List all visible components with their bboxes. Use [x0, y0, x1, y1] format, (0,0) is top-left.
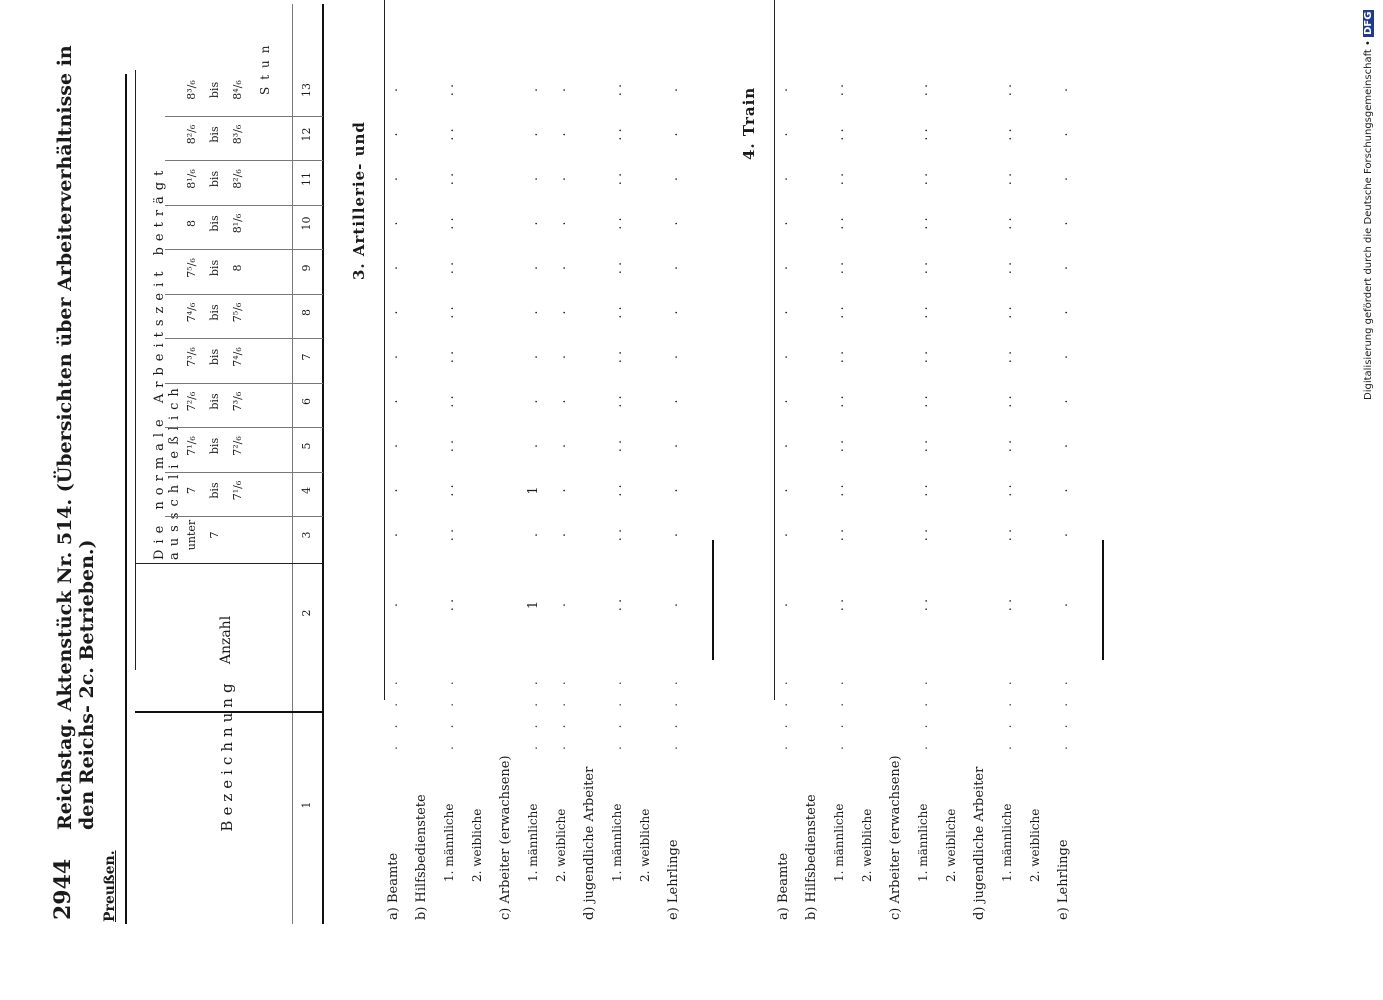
hours-cell: . [554, 399, 569, 404]
section-heading: 4. Train [740, 86, 758, 160]
hours-cell: . [1056, 488, 1071, 493]
hours-cell: . [554, 176, 569, 182]
hours-cell: . [1056, 443, 1071, 449]
hours-cell: . . [610, 484, 625, 497]
hours-cell: . [1056, 310, 1071, 315]
state-label: Preußen. [102, 850, 118, 922]
anzahl-cell: 1 [526, 600, 541, 610]
hours-cell: . [666, 310, 681, 315]
hours-cell: . . [442, 528, 457, 542]
hours-cell: . . [610, 395, 625, 408]
range-to: 8²/₆ [231, 169, 244, 189]
range-bis: bis [208, 215, 221, 232]
anzahl-cell: . [666, 602, 681, 608]
hours-cell: . [776, 265, 791, 271]
hours-cell: . . [1000, 217, 1015, 230]
leader-dots: . . . . [666, 674, 680, 750]
row-label: b) Hilfsbedienstete [414, 794, 429, 920]
row-label: 1. männliche [526, 803, 540, 882]
hours-cell: . . [1000, 172, 1015, 186]
hours-cell: . . [916, 83, 931, 97]
column-number: 9 [300, 264, 313, 272]
col-line [165, 339, 323, 340]
range-to: 7¹/₆ [231, 480, 244, 501]
leader-dots: . . . . [776, 674, 790, 750]
hours-cell: . . [1000, 395, 1015, 408]
anzahl-cell: . [1056, 602, 1071, 608]
hours-cell: . [666, 87, 681, 93]
range-to: 8³/₆ [231, 124, 244, 145]
hours-cell: . [386, 87, 401, 93]
hours-cell: . [554, 221, 569, 226]
hours-cell: . [386, 488, 401, 493]
anzahl-cell: . [386, 602, 401, 608]
hours-cell: . [776, 310, 791, 315]
row-label: a) Beamte [776, 852, 791, 920]
leader-dots: . . . . [1056, 674, 1070, 750]
hours-cell: . . [1000, 306, 1015, 319]
col-line [165, 517, 323, 518]
hours-col-header [180, 154, 249, 204]
hours-cell: . [386, 532, 401, 538]
hours-cell: . [526, 399, 541, 404]
hours-cell: . [1056, 132, 1071, 137]
hours-cell: . . [610, 306, 625, 319]
range-bis: bis [208, 304, 221, 321]
hours-col-header [180, 243, 249, 293]
hours-cell: . . [442, 484, 457, 497]
hours-cell: . [526, 221, 541, 226]
row-label: 1. männliche [610, 803, 624, 882]
hours-cell: . [666, 399, 681, 404]
row-label: 1. männliche [1000, 803, 1014, 882]
col-line [165, 383, 323, 384]
hours-cell: . . [442, 217, 457, 230]
row-label: 1. männliche [916, 803, 930, 882]
hours-col-header [180, 199, 249, 249]
hours-cell: . . [442, 261, 457, 275]
range-from: unter [185, 519, 198, 551]
hours-cell: . . [916, 172, 931, 186]
hours-cell: . . [1000, 528, 1015, 542]
hours-cell: . . [832, 306, 847, 319]
leader-dots: . . . . [832, 674, 846, 750]
hours-cell: . [1056, 399, 1071, 404]
header-divider-rule [292, 4, 293, 924]
hours-cell: . . [610, 350, 625, 364]
hours-cell: . . [610, 261, 625, 275]
hours-cell: . [1056, 354, 1071, 360]
hours-cell: . . [832, 528, 847, 542]
hours-col-header [180, 377, 249, 427]
range-to: 7²/₆ [231, 436, 244, 456]
top-rule [125, 74, 127, 924]
leader-dots: . . . . [610, 674, 624, 750]
hours-cell: . . [832, 261, 847, 275]
hours-cell: . . [916, 261, 931, 275]
leader-dots: . . . . [442, 674, 456, 750]
hours-cell: . [554, 488, 569, 493]
hours-cell: . . [832, 439, 847, 453]
hours-col-header [180, 421, 249, 471]
column-number: 1 [300, 801, 313, 809]
hours-col-header [180, 288, 249, 338]
hours-cell: . . [916, 484, 931, 497]
hours-col-header [180, 110, 249, 160]
hours-cell: . . [916, 217, 931, 230]
hours-cell: 1 [526, 486, 541, 495]
col-line [165, 428, 323, 429]
hours-cell: . [526, 132, 541, 137]
anzahl-cell: . . [1000, 598, 1015, 612]
hours-cell: . [386, 310, 401, 315]
column-number: 4 [300, 487, 313, 494]
hours-cell: . [554, 310, 569, 315]
column-number: 6 [300, 398, 313, 405]
column-number: 8 [300, 309, 313, 316]
range-from: 7²/₆ [185, 391, 198, 412]
range-from: 8 [185, 220, 198, 227]
hours-cell: . [386, 443, 401, 449]
hours-cell: . [554, 265, 569, 271]
hours-cell: . [386, 265, 401, 271]
hours-cell: . [1056, 176, 1071, 182]
range-to: 7⁵/₆ [231, 302, 244, 323]
col-line [165, 250, 323, 251]
header-bottom-rule [322, 4, 324, 924]
range-from: 7³/₆ [185, 347, 198, 367]
range-to: 8 [231, 264, 244, 272]
hours-cell: . . [442, 350, 457, 364]
hours-cell: . [776, 87, 791, 93]
hours-cell: . . [916, 350, 931, 364]
range-to: 8¹/₆ [231, 213, 244, 234]
hours-cell: . [386, 399, 401, 404]
header-inner-rule [135, 70, 136, 670]
hours-cell: . . [832, 350, 847, 364]
range-from: 7 [185, 487, 198, 494]
hours-cell: . . [832, 217, 847, 230]
range-to: 7³/₆ [231, 391, 244, 412]
hours-cell: . . [1000, 128, 1015, 141]
hours-cell: . [526, 176, 541, 182]
hours-cell: . [526, 87, 541, 93]
dfg-credit [1360, 8, 1380, 400]
hours-cell: . . [1000, 350, 1015, 364]
hours-cell: . [1056, 87, 1071, 93]
hours-span-caption: Die normale Arbeitszeit beträgt ausschließlich [152, 164, 182, 560]
hours-cell: . [776, 488, 791, 493]
hours-cell: . [666, 265, 681, 271]
anzahl-cell: . . [832, 598, 847, 612]
hours-cell: . [526, 354, 541, 360]
row-label: 1. männliche [442, 803, 456, 882]
hours-cell: . [776, 443, 791, 449]
hours-cell: . . [916, 128, 931, 141]
column-number: 2 [300, 609, 313, 617]
hours-cell: . . [916, 439, 931, 453]
column-number: 12 [300, 127, 313, 142]
hours-cell: . . [832, 128, 847, 141]
col-line [165, 294, 323, 295]
hours-cell: . [554, 443, 569, 449]
range-bis: bis [208, 81, 221, 99]
col-divider-1 [135, 563, 323, 564]
col-line [165, 472, 323, 473]
hours-cell: . [776, 354, 791, 360]
column-number: 13 [300, 83, 313, 97]
hours-col-header [180, 65, 249, 115]
hours-col-header [180, 510, 226, 560]
range-to: 7 [208, 531, 221, 539]
hours-cell: . [386, 354, 401, 360]
range-from: 8³/₆ [185, 80, 198, 100]
hours-cell: . . [442, 83, 457, 97]
hours-cell: . [776, 221, 791, 226]
hours-cell: . [526, 265, 541, 271]
hours-cell: . [666, 132, 681, 137]
section-rule [1102, 540, 1104, 660]
anzahl-cell: . . [610, 598, 625, 612]
hours-cell: . [666, 221, 681, 226]
row-label: e) Lehrlinge [666, 839, 681, 920]
row-label: c) Arbeiter (erwachsene) [498, 755, 513, 920]
hours-cell: . . [442, 439, 457, 453]
range-to: 8⁴/₆ [231, 80, 244, 100]
page-title: Reichstag. Aktenstück Nr. 514. (Übersichten über Arbeiterverhältnisse in den Reichs- 2c. Betrieben.) [54, 45, 98, 830]
hours-cell: . . [442, 306, 457, 319]
column-number: 3 [300, 531, 313, 539]
column-number: 11 [300, 172, 313, 186]
col-line [165, 161, 323, 162]
hours-cell: . [776, 399, 791, 404]
hours-col-header [180, 332, 249, 382]
anzahl-cell: . [554, 602, 569, 608]
hours-cell: . . [1000, 439, 1015, 453]
range-to: 7⁴/₆ [231, 347, 244, 367]
row-label: 2. weibliche [638, 808, 652, 882]
hours-cell: . . [610, 528, 625, 542]
column-number: 5 [300, 442, 313, 450]
anzahl-cell: . . [442, 598, 457, 612]
hours-cell: . [776, 176, 791, 182]
column-header-bezeichnung: Bezeichnung [218, 678, 236, 832]
row-label: b) Hilfsbedienstete [804, 794, 819, 920]
hours-cell: . . [832, 83, 847, 97]
row-label: 2. weibliche [1028, 808, 1042, 882]
hours-cell: . [526, 532, 541, 538]
hours-cell: . . [442, 395, 457, 408]
leader-dots: . . . . [386, 674, 400, 750]
leader-dots: . . . . [554, 674, 568, 750]
leader-dots: . . . . [1000, 674, 1014, 750]
hours-cell: . [554, 132, 569, 137]
anzahl-cell: . [776, 602, 791, 608]
hours-cell: . [554, 354, 569, 360]
hours-cell: . . [832, 395, 847, 408]
row-label: c) Arbeiter (erwachsene) [888, 755, 903, 920]
range-bis: bis [208, 437, 221, 455]
hours-cell: . [1056, 265, 1071, 271]
leader-dots: . . . . [916, 674, 930, 750]
col-line [165, 116, 323, 117]
range-bis: bis [208, 348, 221, 366]
hours-cell: . [666, 532, 681, 538]
page-number: 2944 [50, 858, 76, 920]
hours-cell: . [526, 310, 541, 315]
section-heading: 3. Artillerie- und [350, 121, 368, 280]
hours-cell: . [386, 221, 401, 226]
hours-cell: . [1056, 532, 1071, 538]
range-from: 7⁵/₆ [185, 258, 198, 278]
hours-cell: . . [610, 172, 625, 186]
row-label: d) jugendliche Arbeiter [972, 766, 987, 920]
row-label: 2. weibliche [554, 808, 568, 882]
hours-cell: . [666, 488, 681, 493]
hours-cell: . [554, 532, 569, 538]
col-line [165, 205, 323, 206]
hours-cell: . . [832, 484, 847, 497]
range-from: 8²/₆ [185, 124, 198, 145]
leader-dots: . . . . [526, 674, 540, 750]
hours-cell: . [666, 176, 681, 182]
row-label: 2. weibliche [860, 808, 874, 882]
range-bis: bis [208, 482, 221, 499]
dfg-logo: DFG [1363, 11, 1374, 35]
hours-cell: . . [610, 128, 625, 141]
hours-cell: . [776, 532, 791, 538]
hours-cell: . . [916, 306, 931, 319]
range-bis: bis [208, 170, 221, 188]
hours-cell: . [666, 443, 681, 449]
hours-cell: . . [610, 83, 625, 97]
hours-cell: . [1056, 221, 1071, 226]
row-label: 1. männliche [832, 803, 846, 882]
hours-cell: . [386, 132, 401, 137]
hours-cell: . . [832, 172, 847, 186]
hours-cell: . . [1000, 83, 1015, 97]
range-bis: bis [208, 259, 221, 277]
row-label: d) jugendliche Arbeiter [582, 766, 597, 920]
row-label: e) Lehrlinge [1056, 839, 1071, 920]
anzahl-cell: . . [916, 598, 931, 612]
row-label: 2. weibliche [470, 808, 484, 882]
unit-caption: Stun [258, 38, 272, 95]
hours-cell: . [526, 443, 541, 449]
column-number: 7 [300, 353, 313, 361]
row-label: 2. weibliche [944, 808, 958, 882]
hours-cell: . [776, 132, 791, 137]
row-label: a) Beamte [386, 852, 401, 920]
hours-cell: . . [1000, 484, 1015, 497]
section-rule [712, 540, 714, 660]
range-from: 8¹/₆ [185, 169, 198, 189]
column-number: 10 [300, 216, 313, 231]
hours-cell: . [666, 354, 681, 360]
hours-cell: . . [442, 172, 457, 186]
range-bis: bis [208, 393, 221, 410]
hours-cell: . . [610, 217, 625, 230]
range-bis: bis [208, 126, 221, 143]
column-header-anzahl: Anzahl [218, 615, 234, 665]
hours-cell: . [386, 176, 401, 182]
hours-cell: . . [1000, 261, 1015, 275]
hours-col-header [180, 466, 249, 516]
section-rule [774, 0, 775, 700]
hours-cell: . . [916, 528, 931, 542]
hours-cell: . [554, 87, 569, 93]
range-from: 7¹/₆ [185, 436, 198, 456]
credit-text: Digitalisierung gefördert durch die Deutsche Forschungsgemeinschaft • [1363, 40, 1374, 400]
hours-cell: . . [916, 395, 931, 408]
hours-cell: . . [610, 439, 625, 453]
hours-cell: . . [442, 128, 457, 141]
range-from: 7⁴/₆ [185, 302, 198, 323]
section-rule [384, 0, 385, 700]
